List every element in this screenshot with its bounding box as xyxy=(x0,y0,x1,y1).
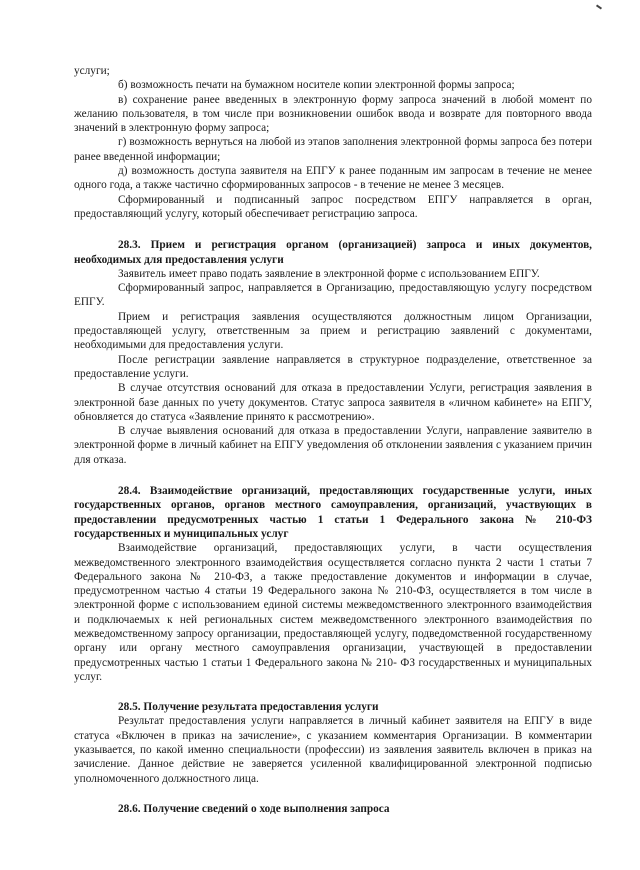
section-28-3-paragraph: Сформированный запрос, направляется в Организацию, предоставляющую услугу посредством ЕПГУ. xyxy=(74,282,592,309)
formed-request-paragraph: Сформированный и подписанный запрос посредством ЕПГУ направляется в орган, предоставляющий услугу, который обеспечивает регистрацию запроса. xyxy=(74,193,592,220)
section-28-6-heading: 28.6. Получение сведений о ходе выполнения запроса xyxy=(118,802,390,815)
list-item-g: г) возможность вернуться на любой из этапов заполнения электронной формы запроса без потери ранее введенной информации; xyxy=(74,136,592,163)
spacer xyxy=(74,221,592,238)
section-28-3-paragraph: В случае отсутствия оснований для отказа в предоставлении Услуги, регистрация заявления в электронной базе данных по учету документов. Статус запроса заявителя в «личном кабинете» на ЕПГУ, обновляется до статуса «Заявление принято к рассмотрению». xyxy=(74,382,592,423)
spacer xyxy=(74,786,592,802)
scan-mark xyxy=(596,4,602,9)
section-28-3-heading: 28.3. Прием и регистрация органом (организацией) запроса и иных документов, необходимых для предоставления услуги xyxy=(74,239,592,266)
list-item-b: б) возможность печати на бумажном носителе копии электронной формы запроса; xyxy=(118,79,515,92)
spacer xyxy=(74,684,592,700)
section-28-5-heading: 28.5. Получение результата предоставления услуги xyxy=(118,701,379,714)
list-item-v: в) сохранение ранее введенных в электронную форму запроса значений в любой момент по желанию пользователя, в том числе при возникновении ошибок ввода и возврате для повторного ввода значений в электронную форму запроса; xyxy=(74,93,592,135)
section-28-3-paragraph: Прием и регистрация заявления осуществляются должностным лицом Организации, предоставляющей услугу, ответственным за прием и регистрацию заявлений с документами, необходимыми для предоставления услуги. xyxy=(74,310,592,352)
list-item-d: д) возможность доступа заявителя на ЕПГУ к ранее поданным им запросам в течение не менее одного года, а также частично сформированных запросов - в течение не менее 3 месяцев. xyxy=(74,165,592,192)
section-28-4-paragraph: Взаимодействие организаций, предоставляющих услуги, в части осуществления межведомственного электронного взаимодействия осуществляется согласно пункта 2 части 1 статьи 7 Федерального закона № 210-ФЗ, а также предоставление документов и информации в случае, предусмотренном частью 4 статьи 19 Федерального закона № 210-ФЗ, осуществляется в том числе в электронной форме с использованием единой системы межведомственного электронного взаимодействия и подключаемых к ней региональных систем межведомственного электронного взаимодействия по межведомственному запросу организации, предоставляющей услугу, подведомственной государственному органу или органу местного самоуправления организации, участвующей в предоставлении предусмотренных частью 1 статьи 1 Федерального закона № 210- ФЗ государственных и муниципальных услуг. xyxy=(74,542,592,683)
document-body xyxy=(74,64,592,816)
continuation-text: услуги; xyxy=(74,65,110,77)
section-28-3-paragraph: После регистрации заявление направляется в структурное подразделение, ответственное за предоставление услуги. xyxy=(74,353,592,380)
section-28-5-paragraph: Результат предоставления услуги направляется в личный кабинет заявителя на ЕПГУ в виде статуса «Включен в приказ на зачисление», с указанием комментария Организации. В комментарии указывается, по какой именно специальности (профессии) из заявления заявитель включен в приказ на зачисление. Данное действие не заверяется усиленной квалифицированной электронной подписью уполномоченного должностного лица. xyxy=(74,715,592,785)
section-28-3-paragraph: Заявитель имеет право подать заявление в электронной форме с использованием ЕПГУ. xyxy=(118,267,540,280)
section-28-3-paragraph: В случае выявления оснований для отказа в предоставлении Услуги, направление заявителю в электронной форме в личный кабинет на ЕПГУ уведомления об отклонении заявления с указанием причин для отказа. xyxy=(74,425,592,466)
section-28-4-heading: 28.4. Взаимодействие организаций, предоставляющих государственные услуги, иных государственных органов, органов местного самоуправления, организаций, участвующих в предоставлении предусмотренных частью 1 статьи 1 Федерального закона № 210-ФЗ государственных и муниципальных услуг xyxy=(74,485,592,540)
spacer xyxy=(74,467,592,484)
